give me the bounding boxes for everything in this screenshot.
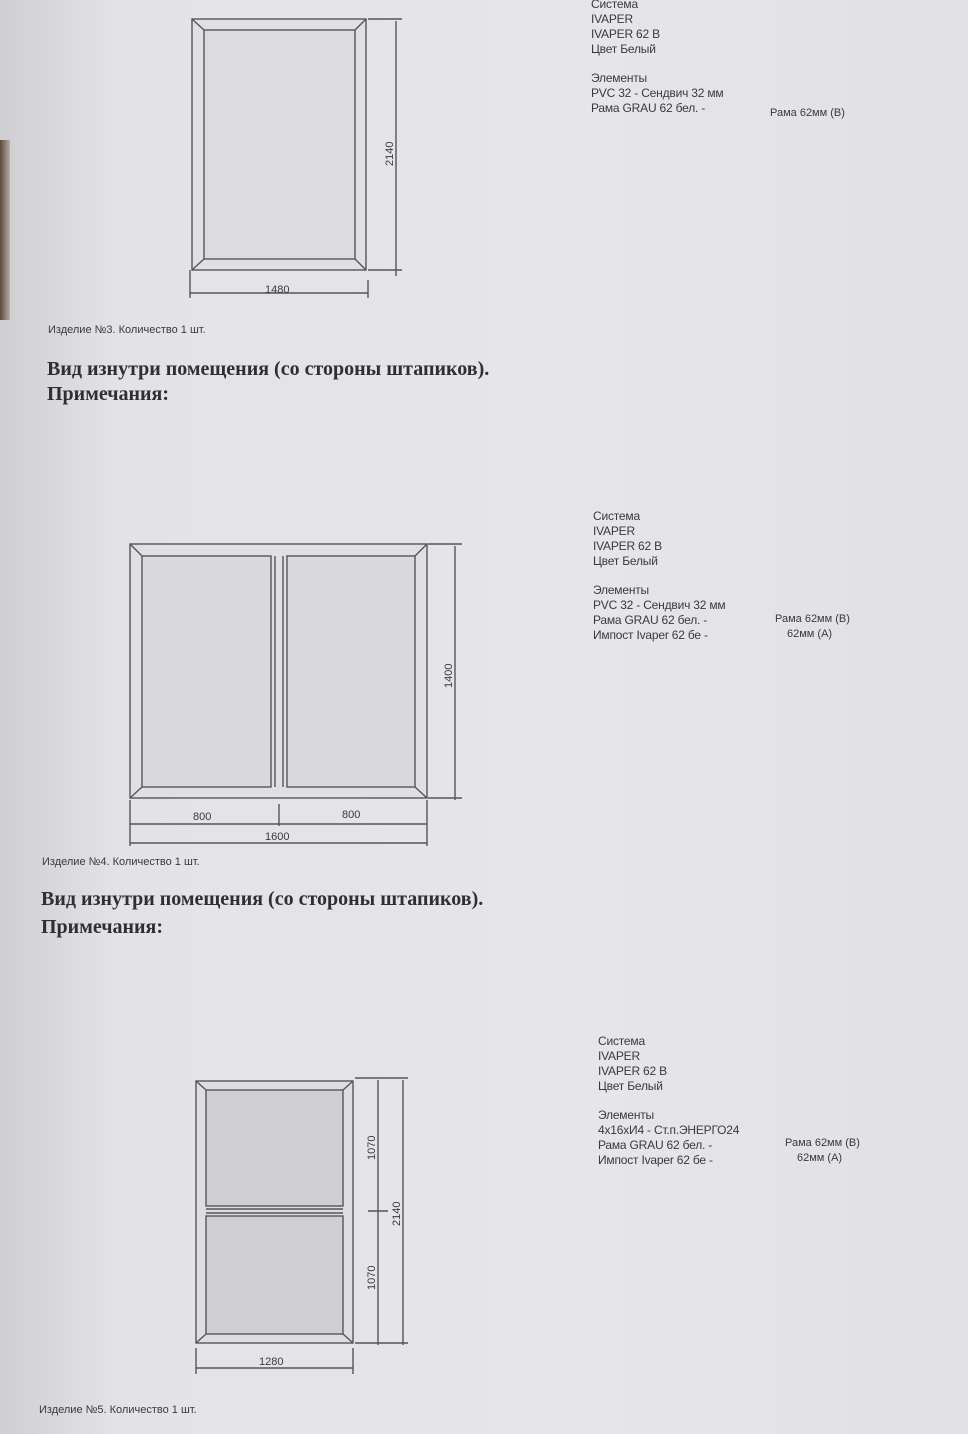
height-dim-3: 2140 xyxy=(384,141,396,166)
element-line: PVC 32 - Сендвич 32 мм xyxy=(591,86,724,100)
system-line: IVAPER 62 B xyxy=(591,27,660,41)
element-line: Импост Ivaper 62 бе - xyxy=(598,1153,713,1167)
height-dim-5-top: 1070 xyxy=(366,1135,378,1160)
height-dim-5-total: 2140 xyxy=(391,1201,403,1226)
window-drawing-5 xyxy=(196,1078,408,1374)
product-caption-3: Изделие №3. Количество 1 шт. xyxy=(48,324,206,336)
elements-label: Элементы xyxy=(598,1108,654,1122)
frame-spec-line: 62мм (A) xyxy=(787,628,833,640)
frame-spec-line: Рама 62мм (B) xyxy=(785,1137,860,1149)
window-drawing-4 xyxy=(130,544,462,846)
system-line: Цвет Белый xyxy=(591,42,656,56)
elements-label: Элементы xyxy=(593,583,649,597)
element-line: Рама GRAU 62 бел. - xyxy=(598,1138,713,1152)
frame-spec-line: 62мм (A) xyxy=(797,1152,843,1164)
system-line: IVAPER xyxy=(591,12,633,26)
notes-heading-4: Примечания: xyxy=(41,916,164,938)
width-dim-4-left: 800 xyxy=(193,811,212,823)
system-label: Система xyxy=(593,509,640,523)
width-dim-4-total: 1600 xyxy=(265,831,290,843)
product-caption-4: Изделие №4. Количество 1 шт. xyxy=(42,856,200,868)
element-line: Рама GRAU 62 бел. - xyxy=(591,101,706,115)
height-dim-5-bottom: 1070 xyxy=(366,1265,378,1290)
system-line: IVAPER 62 B xyxy=(598,1064,667,1078)
width-dim-4-right: 800 xyxy=(342,809,361,821)
element-line: Рама GRAU 62 бел. - xyxy=(593,613,708,627)
width-dim-5: 1280 xyxy=(259,1356,284,1368)
system-line: IVAPER xyxy=(598,1049,640,1063)
view-heading-4: Вид изнутри помещения (со стороны штапиков). xyxy=(41,888,484,910)
product-caption-5: Изделие №5. Количество 1 шт. xyxy=(39,1404,197,1416)
element-line: 4x16xИ4 - Ст.п.ЭНЕРГО24 xyxy=(598,1123,740,1137)
frame-spec-line: Рама 62мм (B) xyxy=(775,613,850,625)
system-line: Цвет Белый xyxy=(593,554,658,568)
width-dim-3: 1480 xyxy=(265,284,290,296)
system-line: IVAPER 62 B xyxy=(593,539,662,553)
system-line: IVAPER xyxy=(593,524,635,538)
view-heading-3: Вид изнутри помещения (со стороны штапиков). xyxy=(47,358,490,380)
window-drawing-3 xyxy=(190,19,402,298)
elements-label: Элементы xyxy=(591,71,647,85)
height-dim-4: 1400 xyxy=(443,663,455,688)
element-line: Импост Ivaper 62 бе - xyxy=(593,628,708,642)
system-label: Система xyxy=(591,0,638,11)
frame-spec-line: Рама 62мм (B) xyxy=(770,107,845,119)
notes-heading-3: Примечания: xyxy=(47,383,170,405)
system-line: Цвет Белый xyxy=(598,1079,663,1093)
element-line: PVC 32 - Сендвич 32 мм xyxy=(593,598,726,612)
system-label: Система xyxy=(598,1034,645,1048)
